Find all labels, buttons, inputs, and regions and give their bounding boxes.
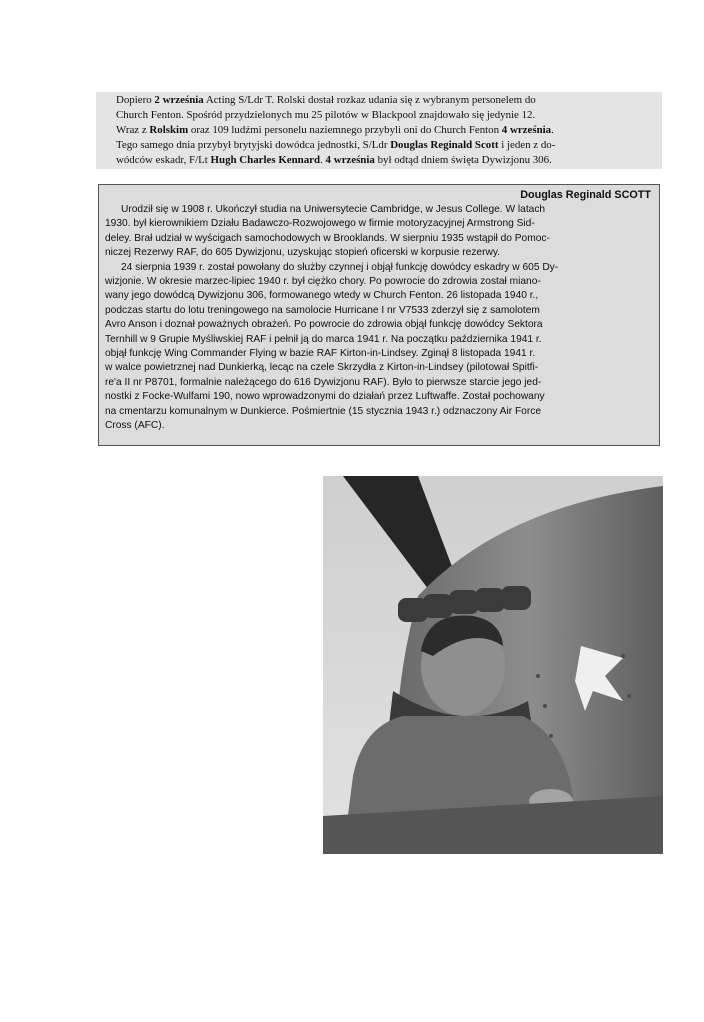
intro-line xyxy=(98,153,660,168)
biography-line: re'a II nr P8701, formalnie należącego do 616 Dywizjonu RAF). Było to pierwsze starcie jego jed- xyxy=(105,376,542,388)
intro-line xyxy=(98,138,660,153)
intro-text-segment: Acting S/Ldr T. Rolski dostał rozkaz udania się z wybranym personelem do xyxy=(203,94,536,106)
biography-line: Ternhill w 9 Grupie Myśliwskiej RAF i pełnił ją do marca 1941 r. Na początku października 1941 r. xyxy=(105,333,542,345)
biography-line: deley. Brał udział w wyścigach samochodowych w Brooklands. W sierpniu 1935 wstąpił do Pomoc- xyxy=(105,232,550,244)
intro-line xyxy=(98,93,660,108)
biography-line: 1930. był kierownikiem Działu Badawczo-Rozwojowego w firmie motoryzacyjnej Armstrong Sid- xyxy=(105,218,535,230)
intro-text-segment: oraz 109 ludźmi personelu naziemnego przybyli oni do Church Fenton xyxy=(188,124,502,136)
portrait-photo xyxy=(323,476,663,854)
intro-line xyxy=(98,108,660,123)
biography-line: na cmentarzu komunalnym w Dunkierce. Pośmiertnie (15 stycznia 1943 r.) odznaczony Air Force xyxy=(105,405,541,417)
intro-text-segment: był odtąd dniem święta Dywizjonu 306. xyxy=(374,154,552,166)
intro-text-segment: Wraz z xyxy=(116,124,150,136)
intro-bold-text: 4 września xyxy=(325,154,375,166)
intro-text-segment: . xyxy=(320,154,326,166)
intro-bold-text: Rolskim xyxy=(149,124,189,136)
biography-line: wizjonie. W okresie marzec-lipiec 1940 r. był ciężko chory. Po powrocie do zdrowia został miano- xyxy=(105,276,541,288)
intro-text-segment: Church Fenton. Spośród przydzielonych mu 25 pilotów w Blackpool znajdowało się jedynie 12. xyxy=(116,109,536,121)
biography-line: 24 sierpnia 1939 r. został powołany do służby czynnej i objął funkcję dowódcy eskadry w 605 Dy- xyxy=(121,261,559,273)
intro-bold-text: 4 września xyxy=(501,124,552,136)
biography-line: niczej Rezerwy RAF, do 605 Dywizjonu, uzyskując stopień oficerski w korpusie rezerwy. xyxy=(105,247,501,259)
biography-line: w walce powietrznej nad Dunkierką, lecąc na czele Skrzydła z Kirton-in-Lindsey (pilotował Spitfi- xyxy=(105,362,539,374)
biography-text xyxy=(105,203,653,434)
intro-text-segment: . xyxy=(551,124,554,136)
intro-text xyxy=(98,93,660,168)
intro-text-segment: wódców eskadr, F/Lt xyxy=(116,154,211,166)
biography-title: Douglas Reginald SCOTT xyxy=(520,189,651,201)
intro-bold-text: Douglas Reginald Scott xyxy=(390,139,499,151)
biography-line: objął funkcję Wing Commander Flying w bazie RAF Kirton-in-Lindsey. Zginął 8 listopada 1941 r. xyxy=(105,348,536,360)
biography-box xyxy=(98,184,660,446)
biography-line: nostki z Focke-Wulfami 190, nowo wprowadzonymi do działań przez Luftwaffe. Został pochowany xyxy=(105,391,545,403)
intro-paragraph xyxy=(96,92,662,169)
intro-bold-text: 2 września xyxy=(154,94,204,106)
biography-line: Cross (AFC). xyxy=(105,420,165,432)
biography-line: podczas startu do lotu treningowego na samolocie Hurricane I nr V7533 zderzył się z samolotem xyxy=(105,304,540,316)
intro-text-segment: Dopiero xyxy=(116,94,155,106)
intro-text-segment: Tego samego dnia przybył brytyjski dowódca jednostki, S/Ldr xyxy=(116,139,391,151)
intro-text-segment: i jeden z do- xyxy=(498,139,556,151)
biography-line: wany jego dowódcą Dywizjonu 306, formowanego wtedy w Church Fenton. 26 listopada 1940 r., xyxy=(105,290,539,302)
biography-line: Avro Anson i doznał poważnych obrażeń. Po powrocie do zdrowia objął funkcję dowódcy Sektora xyxy=(105,319,543,331)
biography-line: Urodził się w 1908 r. Ukończył studia na Uniwersytecie Cambridge, w Jesus College. W latach xyxy=(121,204,546,215)
pilot-beside-aircraft-image xyxy=(323,476,663,854)
intro-line xyxy=(98,123,660,138)
intro-bold-text: Hugh Charles Kennard xyxy=(210,154,321,166)
